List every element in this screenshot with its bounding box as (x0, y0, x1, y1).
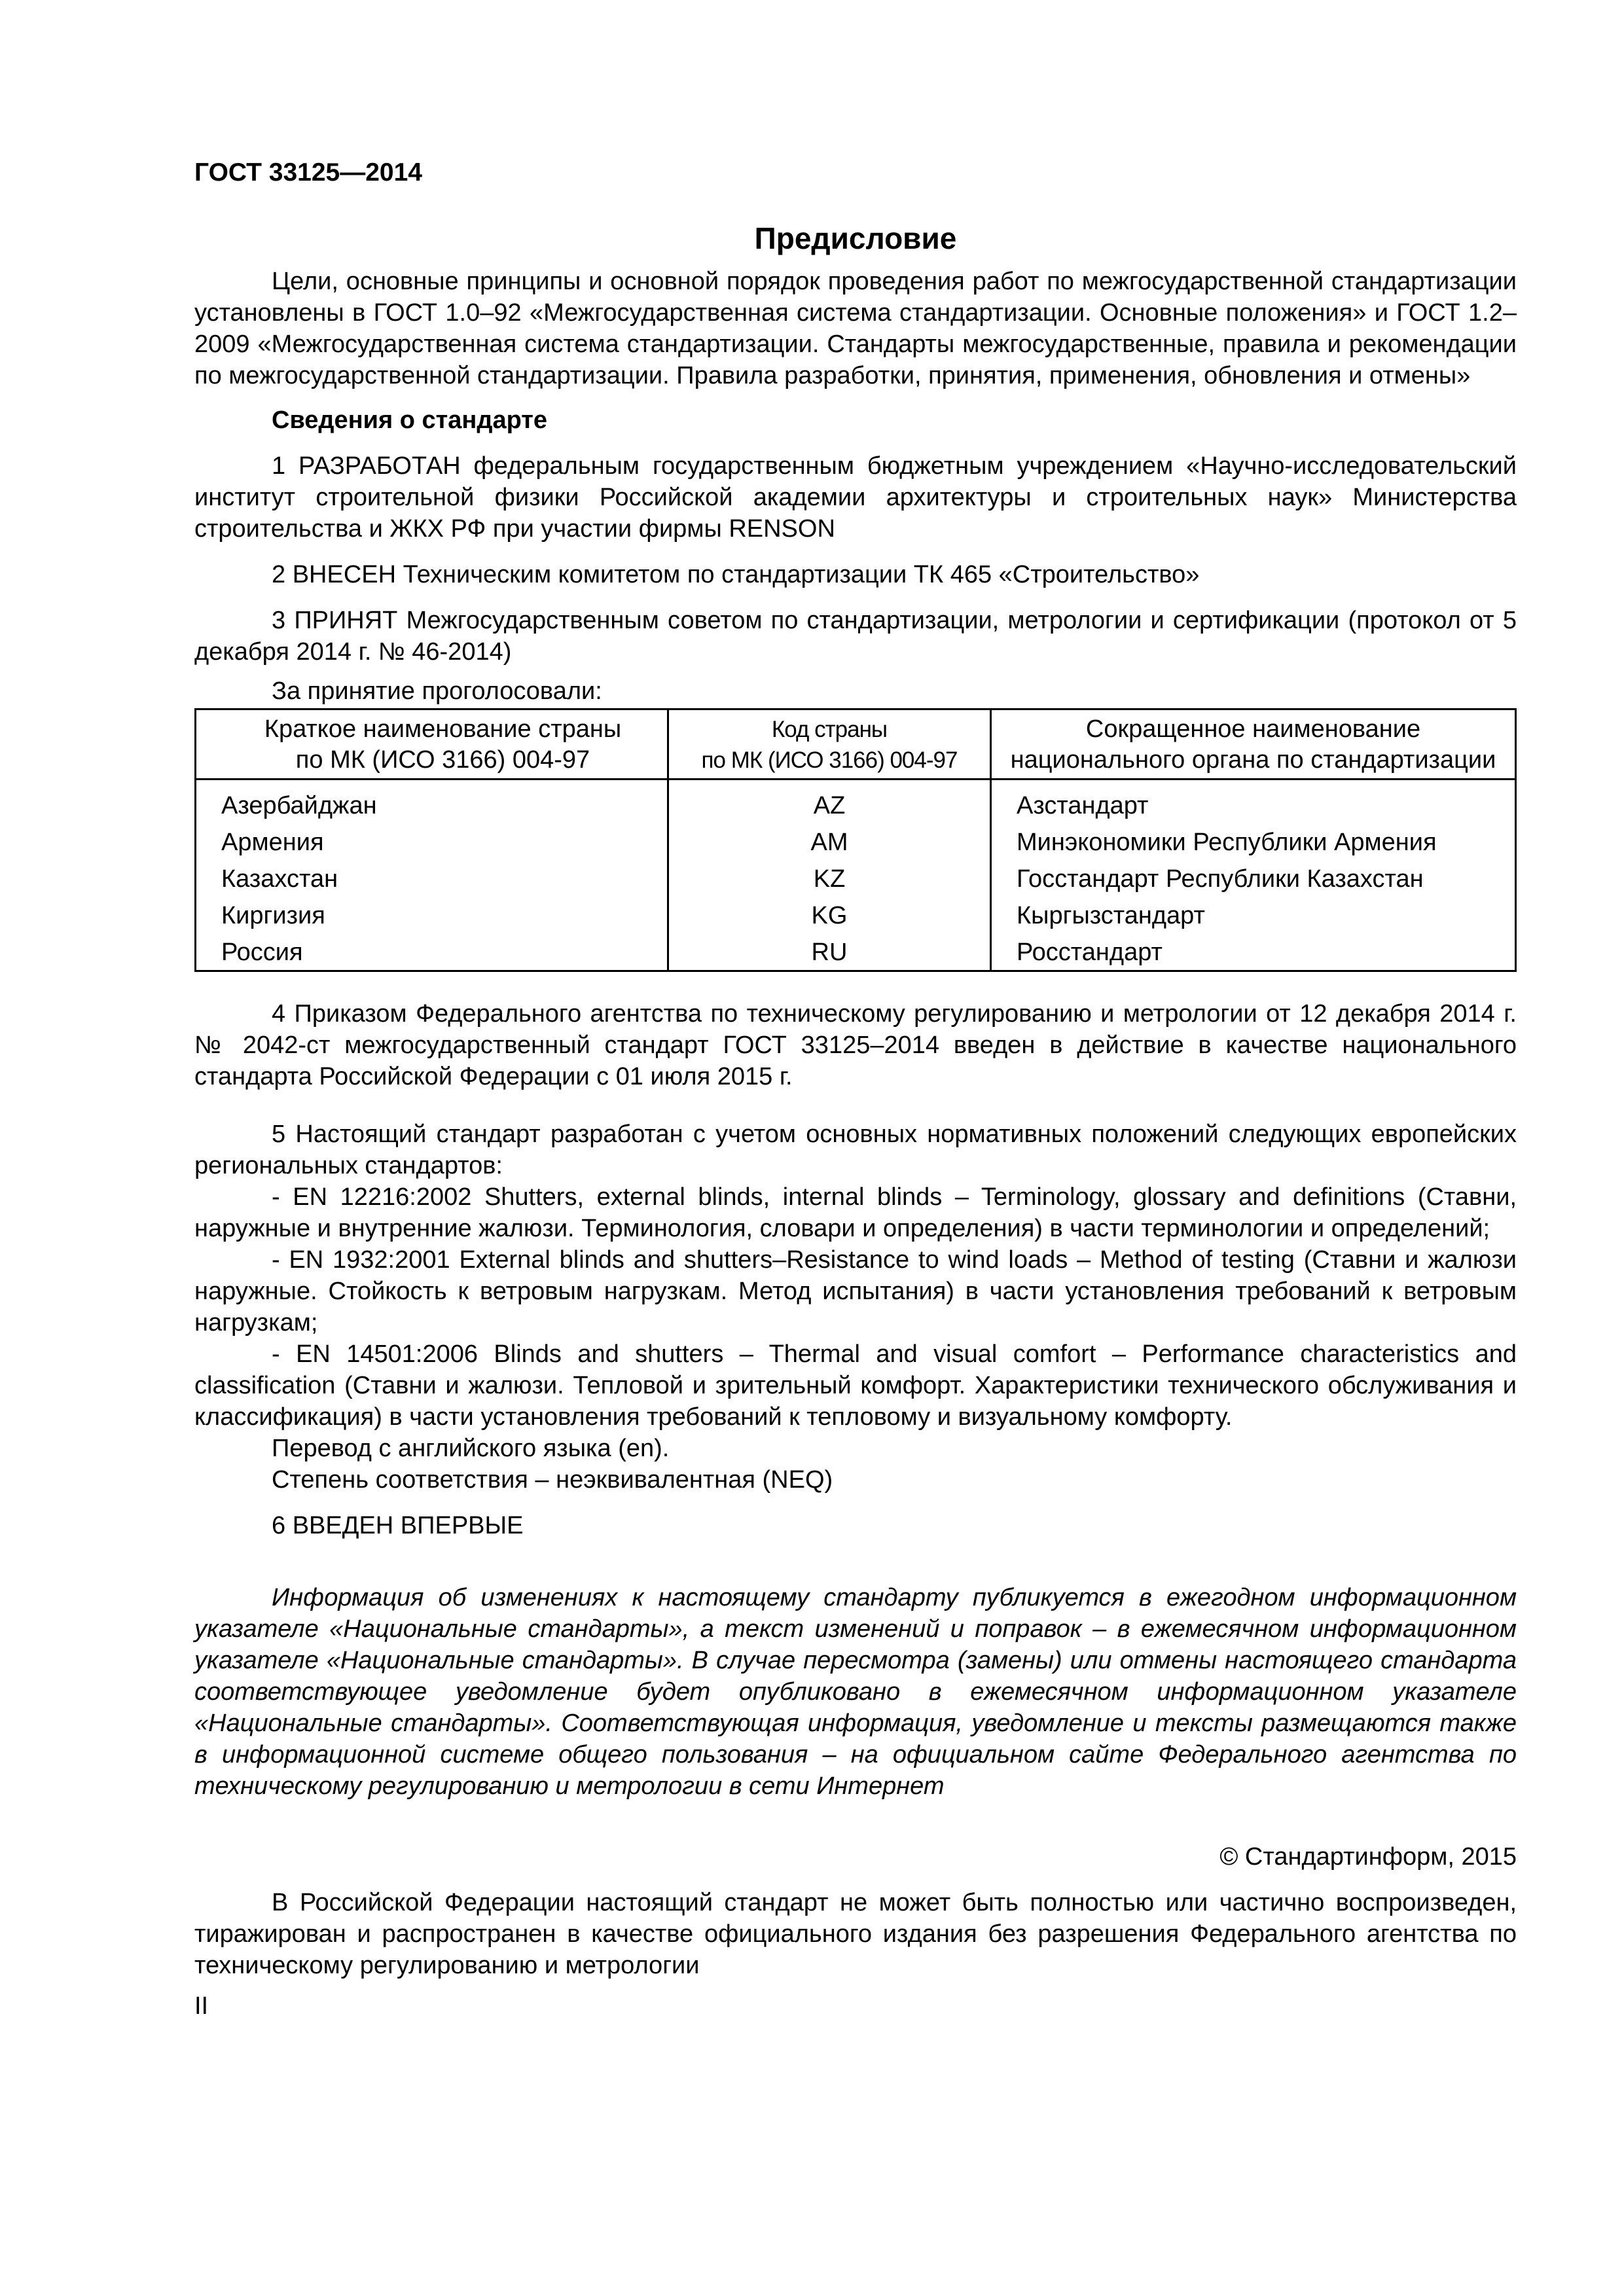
section-title: Сведения о стандарте (272, 406, 548, 434)
cell-code: KG (668, 897, 991, 933)
item-5-en-1932: - EN 1932:2001 External blinds and shutters–Resistance to wind loads – Method of testing (Ставни и жалюзи наружные. Стойкость к ветровым нагрузкам. Метод испытания) в части установления требований к ветровым нагрузкам; (194, 1246, 1517, 1336)
cell-org: Минэкономики Республики Армения (991, 823, 1516, 860)
cell-org: Азстандарт (991, 780, 1516, 824)
item-5-en-14501: - EN 14501:2006 Blinds and shutters – Thermal and visual comfort – Performance characteristics and classification (Ставни и жалюзи. Тепловой и зрительный комфорт. Характеристики технического обслуживания и классификация) в части установления требований к тепловому и визуальному комфорту. (194, 1340, 1517, 1431)
table-row (196, 860, 1516, 897)
item-4-order: 4 Приказом Федерального агентства по техническому регулированию и метрологии от 12 декабря 2014 г. № 2042-ст межгосударственный стандарт ГОСТ 33125–2014 введен в действие в качестве национального стандарта Российской Федерации с 01 июля 2015 г. (194, 1000, 1517, 1090)
item-5-en-12216: - EN 12216:2002 Shutters, external blinds, internal blinds – Terminology, glossary and definitions (Ставни, наружные и внутренние жалюзи. Терминология, словари и определения) в части терминологии и определений; (194, 1183, 1517, 1242)
copyright: © Стандартинформ, 2015 (1219, 1843, 1517, 1871)
item-2-submitted-by: 2 ВНЕСЕН Техническим комитетом по стандартизации ТК 465 «Строительство» (272, 561, 1200, 588)
conformity-degree: Степень соответствия – неэквивалентная (NEQ) (272, 1466, 833, 1494)
header-org-line1: Сокращенное наименование (1085, 715, 1421, 743)
translation-note: Перевод с английского языка (en). (272, 1435, 670, 1462)
header-country-line2: по МК (ИСО 3166) 004-97 (295, 746, 590, 774)
item-3-adopted-by: 3 ПРИНЯТ Межгосударственным советом по стандартизации, метрологии и сертификации (протокол от 5 декабря 2014 г. № 46-2014) (194, 607, 1517, 666)
cell-org: Госстандарт Республики Казахстан (991, 860, 1516, 897)
info-notice: Информация об изменениях к настоящему стандарту публикуется в ежегодном информационном указателе «Национальные стандарты», а текст изменений и поправок – в ежемесячном информационном указателе «Национальные стандарты». В случае пересмотра (замены) или отмены настоящего стандарта соответствующее уведомление будет опубликовано в ежемесячном информационном указателе «Национальные стандарты». Соответствующая информация, уведомление и тексты размещаются также в информационной системе общего пользования – на официальном сайте Федерального агентства по техническому регулированию и метрологии в сети Интернет (194, 1584, 1517, 1800)
table-row (196, 823, 1516, 860)
page-content (194, 157, 1517, 2022)
intro-paragraph: Цели, основные принципы и основной порядок проведения работ по межгосударственной стандартизации установлены в ГОСТ 1.0–92 «Межгосударственная система стандартизации. Основные положения» и ГОСТ 1.2–2009 «Межгосударственная система стандартизации. Стандарты межгосударственные, правила и рекомендации по межгосударственной стандартизации. Правила разработки, принятия, применения, обновления и отмены» (194, 268, 1517, 389)
header-org (991, 709, 1516, 780)
table-row (196, 933, 1516, 971)
cell-country: Киргизия (196, 897, 668, 933)
cell-country: Азербайджан (196, 780, 668, 824)
header-code-line2: по МК (ИСО 3166) 004-97 (701, 747, 958, 773)
cell-code: RU (668, 933, 991, 971)
header-code (668, 709, 991, 780)
reproduction-notice: В Российской Федерации настоящий стандарт не может быть полностью или частично воспроизведен, тиражирован и распространен в качестве официального издания без разрешения Федерального агентства по техническому регулированию и метрологии (194, 1889, 1517, 1979)
item-5-intro: 5 Настоящий стандарт разработан с учетом основных нормативных положений следующих европейских региональных стандартов: (194, 1121, 1517, 1179)
table-row (196, 780, 1516, 824)
table-row (196, 897, 1516, 933)
header-country (196, 709, 668, 780)
cell-country: Армения (196, 823, 668, 860)
page-number: II (194, 1992, 209, 2020)
header-org-line2: национального органа по стандартизации (1010, 746, 1496, 774)
cell-country: Казахстан (196, 860, 668, 897)
page-title: Предисловие (754, 221, 957, 255)
document-code: ГОСТ 33125—2014 (194, 158, 422, 187)
cell-org: Кыргызстандарт (991, 897, 1516, 933)
header-code-line1: Код страны (771, 717, 888, 742)
cell-code: AM (668, 823, 991, 860)
item-6-introduced: 6 ВВЕДЕН ВПЕРВЫЕ (272, 1512, 524, 1539)
header-country-line1: Краткое наименование страны (264, 715, 622, 743)
cell-country: Россия (196, 933, 668, 971)
vote-table-header-row (196, 709, 1516, 780)
item-1-developed-by: 1 РАЗРАБОТАН федеральным государственным бюджетным учреждением «Научно-исследовательский институт строительной физики Российской академии архитектуры и строительных наук» Министерства строительства и ЖКХ РФ при участии фирмы RENSON (194, 452, 1517, 543)
cell-code: KZ (668, 860, 991, 897)
cell-org: Росстандарт (991, 933, 1516, 971)
vote-table (194, 708, 1517, 972)
cell-code: AZ (668, 780, 991, 824)
vote-table-caption: За принятие проголосовали: (272, 677, 602, 705)
